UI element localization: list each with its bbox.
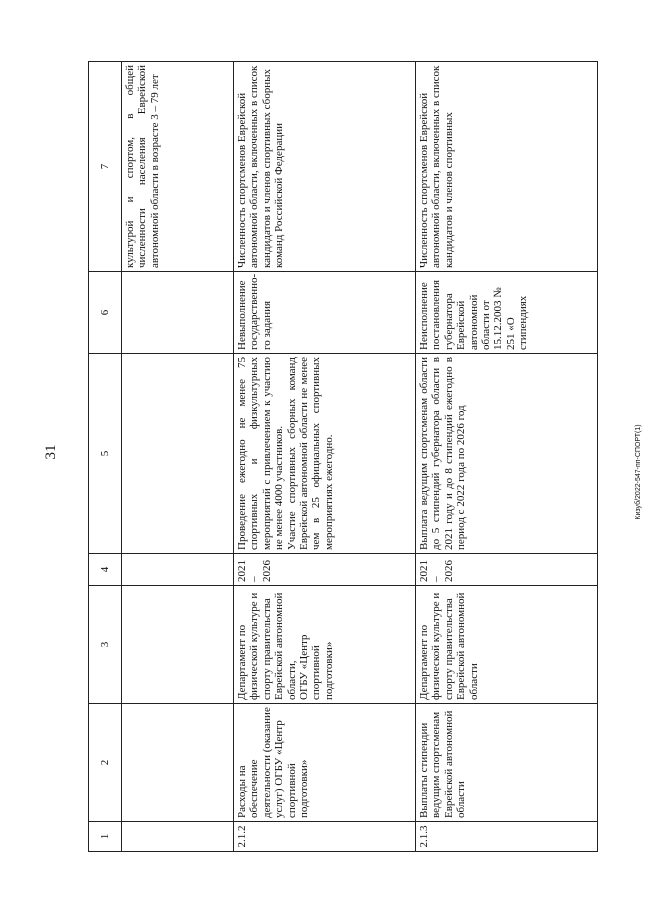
cell-number (122, 822, 234, 852)
cell-consequences: Неисполнение постановления губернатора Еврейской автономной области от 15.12.2003 № 251 «О стипендиях (416, 272, 598, 354)
cell-measure-name: Расходы на обеспечение деятельности (оказание услуг) ОГБУ «Центр спортивной подготовки» (234, 704, 416, 822)
cell-number: 2.1.2 (234, 822, 416, 852)
cell-consequences: Невыполнение государственно-го задания (234, 272, 416, 354)
cell-indicator: Численность спортсменов Еврейской автономной области, включенных в список кандидатов и членов спортивных сборных команд Российской Федерации (234, 62, 416, 272)
col-header-4: 4 (89, 554, 122, 586)
col-header-6: 6 (89, 272, 122, 354)
table-header-row (89, 62, 122, 852)
measures-table (88, 61, 598, 852)
col-header-2: 2 (89, 704, 122, 822)
cell-period: 2021 – 2026 (234, 554, 416, 586)
cell-expected-result (122, 354, 234, 554)
cell-measure-name (122, 704, 234, 822)
table-container (88, 62, 594, 852)
col-header-7: 7 (89, 62, 122, 272)
col-header-1: 1 (89, 822, 122, 852)
col-header-5: 5 (89, 354, 122, 554)
table-rotated-wrapper (88, 62, 594, 852)
table-row (234, 62, 416, 852)
cell-executor: Департамент по физической культуре и спорту правительства Еврейской автономной области, ОГБУ «Центр спортивной подготовки» (234, 586, 416, 704)
cell-measure-name: Выплаты стипендии ведущим спортсменам Еврейской автономной области (416, 704, 598, 822)
cell-indicator: культурой и спортом, в общей численности населения Еврейской автономной области в возрасте 3 – 79 лет (122, 62, 234, 272)
cell-period: 2021 – 2026 (416, 554, 598, 586)
table-row-continuation (122, 62, 234, 852)
col-header-3: 3 (89, 586, 122, 704)
cell-period (122, 554, 234, 586)
cell-expected-result: Проведение ежегодно не менее 75 спортивных и физкультурных мероприятий с привлечением к участию не менее 4000 участников. Участие спортивных сборных команд Еврейской автономной области не менее чем в 25 официальных спортивных мероприятиях ежегодно. (234, 354, 416, 554)
cell-executor (122, 586, 234, 704)
table-row (416, 62, 598, 852)
cell-consequences (122, 272, 234, 354)
cell-executor: Департамент по физической культуре и спорту правительства Еврейской автономной области (416, 586, 598, 704)
cell-expected-result: Выплата ведущим спортсменам области до 5 стипендий губернатора области в 2021 году и до 8 стипендий ежегодно в период с 2022 года по 2026 год (416, 354, 598, 554)
cell-indicator: Численность спортсменов Еврейской автономной области, включенных в список кандидатов и членов спортивных (416, 62, 598, 272)
cell-number: 2.1.3 (416, 822, 598, 852)
document-footer-code: Кизуб/2022-547-пп-СПОРТ(1) (635, 424, 642, 520)
page-number: 31 (43, 444, 59, 460)
